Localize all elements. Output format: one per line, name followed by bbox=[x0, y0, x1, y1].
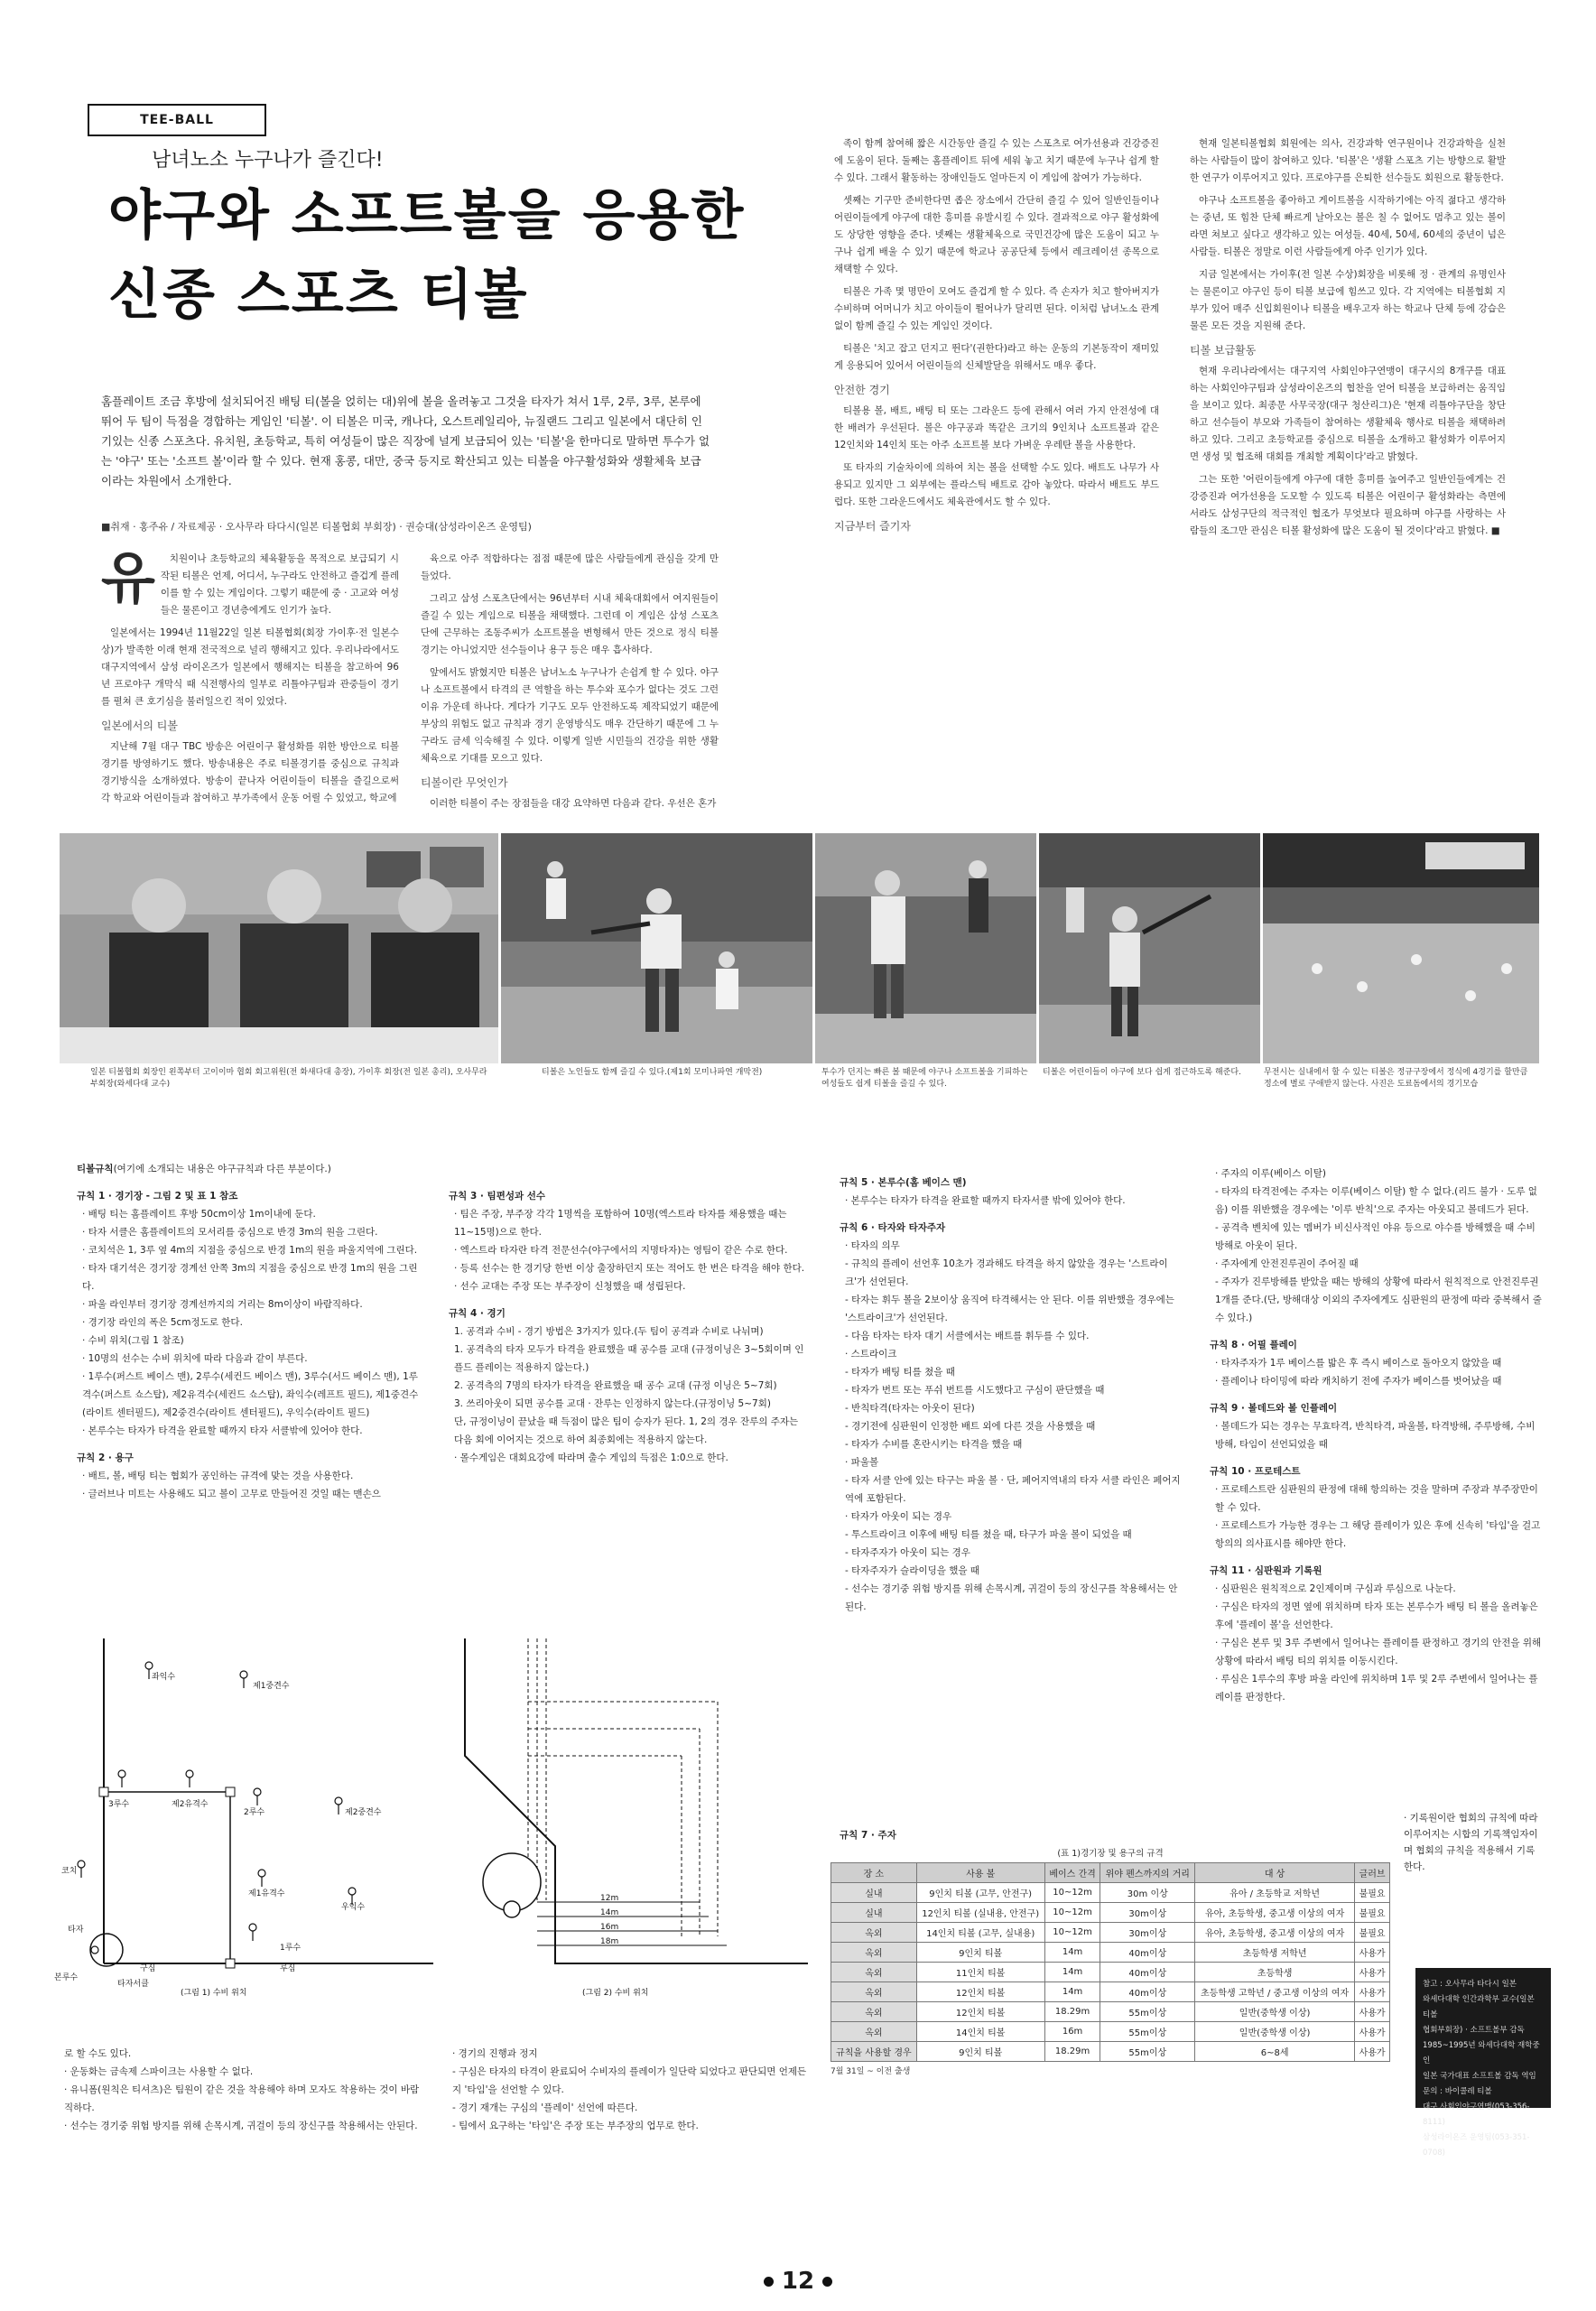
photo-officials-image bbox=[60, 833, 498, 1063]
table-row bbox=[831, 2002, 1390, 2022]
table-cell: 유아 / 초등학교 저학년 bbox=[1195, 1883, 1355, 1903]
photo-woman-batting-image bbox=[815, 833, 1036, 1063]
table-header: 사용 볼 bbox=[916, 1863, 1044, 1883]
rule-item: · 운동화는 금속제 스파이크는 사용할 수 없다. bbox=[64, 2066, 254, 2077]
rule-item: · 본루수는 타자가 타격을 완료할 때까지 타자 서클밖에 있어야 한다. bbox=[82, 1425, 363, 1436]
rule-item: · 구심은 타자의 정면 옆에 위치하며 타자 또는 본루수가 배팅 티 볼을 올려놓은 후에 '플레이 볼'을 선언한다. bbox=[1215, 1601, 1538, 1630]
rule-item: · 타자의 의무 bbox=[845, 1240, 900, 1251]
table-cell: 14m bbox=[1044, 1982, 1100, 2002]
rules-column-1-tail bbox=[59, 2045, 420, 2135]
table-cell: 18.29m bbox=[1044, 2042, 1100, 2062]
table-row bbox=[831, 1883, 1390, 1903]
rule-heading: 규칙 3 · 팀편성과 선수 bbox=[449, 1191, 546, 1202]
table-cell: 40m이상 bbox=[1100, 1982, 1195, 2002]
table-cell: 55m이상 bbox=[1100, 2042, 1195, 2062]
lead-paragraph: 홈플레이트 조금 후방에 설치되어진 배팅 티(볼을 얹히는 대)위에 볼을 올려놓고 그것을 타자가 쳐서 1루, 2루, 3루, 본루에 뛰어 두 팀이 득점을 경합하는 게임인 '티볼'. 이 티볼은 미국, 캐나다, 오스트레일리아, 뉴질랜드 그리고 일본에서 대단히 인기있는 신종 스포츠다. 유치원, 초등학교, 특히 여성들이 많은 직장에 널게 보급되어 있는 '티볼'을 한마디로 말하면 투수가 없는 '야구' 또는 '소프트 볼'이라 할 수 있다. 현재 홍콩, 대만, 중국 등지로 확산되고 있는 티볼을 야구활성화와 생활체육 보급이라는 차원에서 소개한다. bbox=[101, 394, 710, 487]
table-cell: 9인치 티볼 (고무, 안전구) bbox=[916, 1883, 1044, 1903]
rule-heading: 규칙 11 · 심판원과 기록원 bbox=[1210, 1565, 1322, 1576]
rule-item: · 유니폼(원칙은 티셔츠)은 팀원이 같은 것을 착용해야 하며 모자도 착용하는 것이 바람직하다. bbox=[64, 2084, 420, 2113]
figure-2-caption: (그림 2) 수비 위치 bbox=[582, 1989, 649, 1998]
table-1 bbox=[830, 1846, 1390, 2076]
table-cell: 유아, 초등학생, 중고생 이상의 여자 bbox=[1195, 1903, 1355, 1923]
rules-column-2 bbox=[449, 1178, 805, 1467]
photo-elderly-batting bbox=[501, 833, 812, 1063]
fig1-label-center-2: 제2중견수 bbox=[345, 1808, 382, 1817]
caption-children: 티볼은 어린이들이 야구에 보다 쉽게 접근하도록 해준다. bbox=[1043, 1068, 1241, 1077]
table-cell: 10~12m bbox=[1044, 1923, 1100, 1943]
fig1-label-coach: 코치 bbox=[61, 1867, 78, 1876]
fig1-label-home-base-man: 본루수 bbox=[54, 1973, 79, 1982]
bullet-dot-icon bbox=[822, 2277, 832, 2287]
spec-table bbox=[830, 1862, 1390, 2062]
table-row bbox=[831, 1923, 1390, 1943]
table-cell: 12인치 티볼 bbox=[916, 1982, 1044, 2002]
paragraph: 또 타자의 기술차이에 의하여 치는 볼을 선택할 수도 있다. 배트도 나무가 사용되고 있지만 그 외부에는 플라스틱 배트로 감아 놓았다. 따라서 배트도 부드럽다. 또한 그라운드에서도 체육관에서도 할 수 있다. bbox=[834, 462, 1159, 507]
figure-2-field-dimensions bbox=[447, 1638, 808, 2000]
table-row bbox=[831, 2042, 1390, 2062]
fig2-distance-18m: 18m bbox=[600, 1937, 619, 1946]
table-cell: 사용가 bbox=[1355, 2042, 1390, 2062]
rule-item: · 10명의 선수는 수비 위치에 따라 다음과 같이 부른다. bbox=[82, 1353, 308, 1364]
rule-item: · 주자의 이루(베이스 이탈) bbox=[1215, 1168, 1326, 1179]
fig1-label-1b: 1루수 bbox=[280, 1944, 302, 1953]
rule-item: · 플레이나 타이밍에 따라 캐치하기 전에 주자가 베이스를 벗어났을 때 bbox=[1215, 1376, 1502, 1387]
rule-item: - 반칙타격(타자는 아웃이 된다) bbox=[845, 1403, 975, 1414]
table-cell: 유아, 초등학생, 중고생 이상의 여자 bbox=[1195, 1923, 1355, 1943]
paragraph: 그는 또한 '어린이들에게 야구에 대한 흥미를 높여주고 일반인들에게는 건강증진과 여가선용을 도모할 수 있도록 티볼은 어린이구 활성화라는 측면에서라도 삼성구단의 적극적인 협조가 무엇보다 필요하며 야구를 사랑하는 사람들의 조그만 관심은 티볼 활성화에 많은 도움이 될 것이다'라고 밝혔다. ■ bbox=[1190, 474, 1506, 536]
table-cell: 55m이상 bbox=[1100, 2002, 1195, 2022]
rule-item: · 프로테스트란 심판원의 판정에 대해 항의하는 것을 말하며 주장과 부주장만이 할 수 있다. bbox=[1215, 1484, 1538, 1513]
rule-item: · 스트라이크 bbox=[845, 1349, 897, 1360]
rule-item: · 배팅 티는 홈플레이트 후방 50cm이상 1m이내에 둔다. bbox=[82, 1209, 316, 1220]
table-cell: 옥외 bbox=[831, 1982, 917, 2002]
table-cell: 14m bbox=[1044, 1943, 1100, 1963]
table-cell: 40m이상 bbox=[1100, 1943, 1195, 1963]
paragraph: 현재 우리나라에서는 대구지역 사회인야구연맹이 대구시의 8개구를 대표하는 사회인야구팀과 삼성라이온즈의 협찬을 얻어 티볼을 보급하려는 움직임을 보이고 있다. 최종문 사무국장(대구 청산리그)은 '현재 리틀야구단을 창단하고 선수들이 부모와 가족들이 참여하는 생활체육 행사로 티볼을 채택하려 하고 있다. 그리고 초등학교를 중심으로 티볼을 소개하고 활성화가 이루어지면 생성 및 협조해 대회를 개최할 계획이다'라고 밝혔다. bbox=[1190, 366, 1506, 462]
rule-heading: 규칙 1 · 경기장 - 그림 2 및 표 1 참조 bbox=[77, 1191, 238, 1202]
photo-officials bbox=[60, 833, 498, 1063]
photo-elderly-batting-image bbox=[501, 833, 812, 1063]
rule-item: · 선수는 경기중 위험 방지를 위해 손목시계, 귀걸이 등의 장신구를 착용해서는 안된다. bbox=[64, 2121, 418, 2131]
table-cell: 불필요 bbox=[1355, 1903, 1390, 1923]
rule-item: · 루심은 1루수의 후방 파울 라인에 위치하며 1루 및 2루 주변에서 일어나는 플레이를 판정한다. bbox=[1215, 1674, 1538, 1703]
photo-woman-batting bbox=[815, 833, 1036, 1063]
figure-1-caption: (그림 1) 수비 위치 bbox=[181, 1989, 247, 1998]
rule-item: 1. 공격과 수비 - 경기 방법은 3가지가 있다.(두 팀이 공격과 수비로 나뉘며) bbox=[454, 1326, 764, 1337]
rule-item: 로 할 수도 있다. bbox=[64, 2048, 132, 2059]
rule-item: - 주자가 진루방해를 받았을 때는 방해의 상황에 따라서 원칙적으로 안전진루권 1개를 준다.(단, 방해대상 이외의 주자에게도 심판원의 판정에 따라 중복해서 줄 수 있다.) bbox=[1215, 1276, 1542, 1323]
table-cell: 14m bbox=[1044, 1963, 1100, 1982]
paragraph: 지금 일본에서는 가이후(전 일본 수상)회장을 비롯해 정 · 관계의 유명인사는 물론이고 야구인 등이 티볼 보급에 힘쓰고 있다. 각 지역에는 티볼협회 지부가 있어 매주 신입회원이나 티볼을 배우고자 하는 학교나 단체 등에 강습은 물론 모든 것을 지원해 준다. bbox=[1190, 269, 1506, 331]
table-header: 글러브 bbox=[1355, 1863, 1390, 1883]
table-header: 장 소 bbox=[831, 1863, 917, 1883]
caption-dome: 무전시는 실내에서 할 수 있는 티볼은 정규구장에서 정식에 4경기를 할만큼 정소에 별로 구애받지 않는다. 사진은 도료돔에서의 경기모습 bbox=[1264, 1068, 1528, 1089]
rule-item: - 타자주자가 아웃이 되는 경우 bbox=[845, 1547, 970, 1558]
rule-heading: 규칙 4 · 경기 bbox=[449, 1308, 506, 1319]
article-column-2 bbox=[421, 551, 719, 821]
paragraph: 일본에서는 1994년 11월22일 일본 티볼협회(회장 가이후·전 일본수상)가 발족한 이래 현재 전국적으로 널리 행해지고 있다. 우리나라에서도 대구지역에서 삼성 라이온즈가 일본에서 행해지는 티볼을 참고하여 96년 프로야구 개막식 때 식전행사의 일부로 리틀야구팀과 관중들이 경기를 펼쳐 큰 호기심을 불러일으킨 적이 있었다. bbox=[101, 627, 399, 707]
paragraph: 현재 일본티볼협회 회원에는 의사, 건강과학 연구원이나 건강과학을 실천하는 사람들이 많이 참여하고 있다. '티볼'은 '생활 스포츠 기는 방향으로 활발한 연구가 이루어지고 있다. 프로야구를 은퇴한 선수들도 회원으로 활동한다. bbox=[1190, 138, 1506, 183]
reference-line: 1985~1995년 와세다대학 재학중인 bbox=[1423, 2041, 1540, 2065]
rule-item: · 프로테스트가 가능한 경우는 그 해당 플레이가 있은 후에 신속히 '타임'을 걸고 항의의 의사표시를 해야만 한다. bbox=[1215, 1520, 1541, 1549]
table-cell: 30m이상 bbox=[1100, 1903, 1195, 1923]
table-row bbox=[831, 1903, 1390, 1923]
subheading: 일본에서의 티볼 bbox=[101, 719, 178, 732]
rules-column-2-tail bbox=[447, 2045, 808, 2135]
rule-item: 1. 공격측의 타자 모두가 타격을 완료했을 때 공수를 교대 (규정이닝은 3~5회이며 인플드 플레이는 적용하지 않는다.) bbox=[454, 1344, 804, 1373]
fig1-label-batter-circle: 타자서클 bbox=[117, 1980, 149, 1989]
table-cell: 옥외 bbox=[831, 2002, 917, 2022]
rule-item: - 선수는 경기중 위험 방지를 위해 손목시계, 귀걸이 등의 장신구를 착용해서는 안된다. bbox=[845, 1583, 1178, 1612]
rules-column-3 bbox=[840, 1165, 1183, 1814]
rule-heading: 규칙 2 · 용구 bbox=[77, 1452, 134, 1463]
rule-item: · 타자주자가 1루 베이스를 밟은 후 즉시 베이스로 돌아오지 않았을 때 bbox=[1215, 1358, 1502, 1369]
rule-item: 3. 쓰리아웃이 되면 공수를 교대 · 잔루는 인정하지 않는다.(규정이닝 5~7회) bbox=[454, 1398, 771, 1409]
fig2-distance-14m: 14m bbox=[600, 1908, 619, 1917]
table-cell: 옥외 bbox=[831, 2022, 917, 2042]
rule-item: - 타자의 타격전에는 주자는 이루(베이스 이탈) 할 수 없다.(리드 불가 · 도루 없음) 이를 위반했을 경우에는 '이루 반칙'으로 주자는 아웃되고 볼데드가 된다. bbox=[1215, 1186, 1537, 1215]
fig2-distance-16m: 16m bbox=[600, 1923, 619, 1932]
paragraph: 족이 함께 참여해 짧은 시간동안 즐길 수 있는 스포츠로 여가선용과 건강증진에 도움이 된다. 둘째는 홈플레이트 뒤에 세워 놓고 치기 때문에 누구나 쉽게 할 수 있다. 그래서 활동하는 장애인들도 얼마든지 이 게임에 참여가 가능하다. bbox=[834, 138, 1159, 183]
rules-column-4 bbox=[1210, 1165, 1544, 1706]
reference-box bbox=[1415, 1968, 1551, 2158]
rule-item: · 팀은 주장, 부주장 각각 1명씩을 포함하여 10명(엑스트라 타자를 채용했을 때는 11~15명)으로 한다. bbox=[454, 1209, 787, 1238]
table-header: 대 상 bbox=[1195, 1863, 1355, 1883]
table-cell: 30m 이상 bbox=[1100, 1883, 1195, 1903]
rule-item: · 타자 대기석은 경기장 경계선 안쪽 3m의 지점을 중심으로 반경 1m의 원을 그린다. bbox=[82, 1263, 418, 1292]
dropcap: 유 bbox=[101, 551, 155, 611]
rule-item: 단, 규정이닝이 끝났을 때 득점이 많은 팀이 승자가 된다. 1, 2의 경우 잔루의 주자는 다음 회에 이어지는 것으로 하여 최종회에는 적용하지 않는다. bbox=[454, 1416, 799, 1445]
rule-item: · 심판원은 원칙적으로 2인제이며 구심과 루심으로 나눈다. bbox=[1215, 1583, 1456, 1594]
fig1-label-2b: 2루수 bbox=[244, 1808, 265, 1817]
fig1-label-right-field: 우익수 bbox=[341, 1903, 366, 1912]
reference-box-text bbox=[1423, 1977, 1544, 2161]
table-footnote: 7월 31일 ~ 이전 출생 bbox=[830, 2067, 911, 2076]
subheading: 지금부터 즐기자 bbox=[834, 520, 911, 533]
fig1-label-center-1: 제1중견수 bbox=[253, 1682, 290, 1691]
rule-item: - 타자가 번트 또는 푸쉬 번트를 시도했다고 구심이 판단했을 때 bbox=[845, 1385, 1105, 1396]
rule-heading: 규칙 6 · 타자와 타자주자 bbox=[840, 1222, 946, 1233]
photo-child-batting-image bbox=[1039, 833, 1260, 1063]
article-column-4 bbox=[1190, 135, 1506, 808]
paragraph: 그리고 삼성 스포츠단에서는 96년부터 시내 체육대회에서 여지원들이 즐길 수 있는 게임으로 티볼을 채택했다. 그런데 이 게임은 삼성 스포츠단에 근무하는 조동주씨가 소프트볼을 변형해서 만든 것으로 정식 티볼경기는 아니었지만 선수들이나 용구 등은 매우 흡사하다. bbox=[421, 593, 719, 655]
table-cell: 실내 bbox=[831, 1903, 917, 1923]
rule-item: · 볼데드가 되는 경우는 무효타격, 반칙타격, 파울볼, 타격방해, 주루방해, 수비방해, 타임이 선언되었을 때 bbox=[1215, 1421, 1536, 1450]
kicker: 남녀노소 누구나가 즐긴다! bbox=[152, 149, 384, 172]
rule-item: - 투스트라이크 이후에 배팅 티를 쳤을 때, 타구가 파울 볼이 되었을 때 bbox=[845, 1529, 1132, 1540]
headline-line1: 야구와 소프트볼을 응용한 bbox=[108, 184, 746, 247]
table-cell: 55m이상 bbox=[1100, 2022, 1195, 2042]
rule-7-heading-wrap bbox=[840, 1826, 1020, 1844]
rule-item: - 규칙의 플레이 선언후 10초가 경과해도 타격을 하지 않았을 경우는 '스트라이크'가 선언된다. bbox=[845, 1258, 1168, 1287]
subheading: 티볼이란 무엇인가 bbox=[421, 776, 508, 789]
fig1-label-umpire: 구심 bbox=[140, 1964, 156, 1973]
rule-item: · 파울 라인부터 경기장 경계선까지의 거리는 8m이상이 바람직하다. bbox=[82, 1299, 363, 1310]
paragraph: 육으로 아주 적합하다는 점점 때문에 많은 사람들에게 관심을 갖게 만들었다. bbox=[421, 553, 719, 581]
paragraph: 지난해 7월 대구 TBC 방송은 어린이구 활성화를 위한 방안으로 티볼경기를 방영하기도 했다. 방송내용은 주로 티볼경기를 중심으로 규칙과 경기방식을 소개하였다. 방송이 끝나자 어린이들이 티볼을 즐길으로써 각 학교와 어린이들과 참여하고 부가족에서 운동 어릴 수 있었고, 학교에 bbox=[101, 741, 399, 803]
rule-item: - 경기전에 심판원이 인정한 배트 외에 다른 것을 사용했을 때 bbox=[845, 1421, 1096, 1432]
table-row bbox=[831, 1943, 1390, 1963]
table-cell: 10~12m bbox=[1044, 1903, 1100, 1923]
recorder-note: · 기록원이란 협회의 규칙에 따라 이루어지는 시합의 기록책임자이며 협회의 규칙을 적용해서 기록한다. bbox=[1404, 1813, 1538, 1872]
rule-item: - 타자주자가 슬라이딩을 했을 때 bbox=[845, 1565, 979, 1576]
rule-item: · 경기장 라인의 폭은 5cm정도로 한다. bbox=[82, 1317, 243, 1328]
reference-line: 참고 : 오사무라 타다시 일본 bbox=[1423, 1980, 1517, 1989]
fig1-label-base-umpire: 루심 bbox=[280, 1964, 296, 1973]
bullet-dot-icon bbox=[764, 2277, 774, 2287]
fig1-label-3b: 3루수 bbox=[108, 1800, 130, 1809]
table-cell: 일반(중학생 이상) bbox=[1195, 2002, 1355, 2022]
reference-line: 대구 사회인야구연맹(053-356-8111) bbox=[1423, 2102, 1530, 2127]
byline: ■취재 · 홍주유 / 자료제공 · 오사무라 타다시(일본 티볼협회 부회장) · 권승대(삼성라이온즈 운영팀) bbox=[101, 521, 532, 533]
table-cell: 규칙을 사용할 경우 bbox=[831, 2042, 917, 2062]
rule-item: · 선수 교대는 주장 또는 부주장이 신청했을 때 성립된다. bbox=[454, 1281, 686, 1292]
table-row bbox=[831, 2022, 1390, 2042]
caption-elderly: 티볼은 노인들도 함께 즐길 수 있다.(제1회 모미나파연 개막전) bbox=[542, 1068, 763, 1077]
rule-item: - 타자가 수비를 혼란시키는 타격을 했을 때 bbox=[845, 1439, 1023, 1450]
rule-heading: 규칙 5 · 본루수(홈 베이스 맨) bbox=[840, 1177, 967, 1188]
subheading: 티볼 보급활동 bbox=[1190, 344, 1257, 357]
photo-child-batting bbox=[1039, 833, 1260, 1063]
paragraph: 티볼용 볼, 배트, 배팅 티 또는 그라운드 등에 관해서 여러 가지 안전성에 대한 배려가 우선된다. 볼은 야구공과 똑같은 크기의 9인치나 소프트볼과 같은 12인치와 14인치 또는 아주 소프트볼 보다 가벼운 우레탄 볼을 사용한다. bbox=[834, 405, 1159, 450]
rule-item: - 타자 서클 안에 있는 타구는 파울 볼 · 단, 페어지역내의 타자 서클 라인은 페어지역에 포함된다. bbox=[845, 1475, 1181, 1504]
rule-item: · 주자에게 안전진루권이 주어질 때 bbox=[1215, 1258, 1359, 1269]
table-cell: 6~8세 bbox=[1195, 2042, 1355, 2062]
caption-women: 투수가 던지는 빠른 볼 때문에 야구나 소프트볼을 기피하는 여성들도 쉽게 티볼을 즐길 수 있다. bbox=[821, 1068, 1028, 1089]
table-cell: 18.29m bbox=[1044, 2002, 1100, 2022]
table-cell: 불필요 bbox=[1355, 1923, 1390, 1943]
page-number: 12 bbox=[781, 2268, 815, 2295]
table-cell: 초등학생 저학년 bbox=[1195, 1943, 1355, 1963]
table-cell: 옥외 bbox=[831, 1963, 917, 1982]
table-cell: 사용가 bbox=[1355, 2022, 1390, 2042]
reference-line: 협회부회장) · 소프트볼부 감독 bbox=[1423, 2026, 1525, 2035]
table-cell: 사용가 bbox=[1355, 1982, 1390, 2002]
figure-1-defense-positions bbox=[54, 1638, 433, 2000]
paragraph: 앞에서도 밝혔지만 티볼은 남녀노소 누구나가 손쉽게 할 수 있다. 야구나 소프트볼에서 타격의 큰 역할을 하는 투수와 포수가 없다는 것도 그런 이유 가운데 하나다. 게다가 기구도 모두 안전하도록 제작되었기 때문에 부상의 위험도 없고 규칙과 경기 운영방식도 매우 간단하기 때문에 그 누구라도 금세 익숙해질 수 있다. 이렇게 일반 시민들의 건강을 위한 생활체육으로 기대를 모으고 있다. bbox=[421, 667, 719, 764]
rule-heading: 규칙 8 · 어필 플레이 bbox=[1210, 1340, 1297, 1350]
rule-item: - 타자가 배팅 티를 쳤을 때 bbox=[845, 1367, 955, 1378]
table-cell: 30m이상 bbox=[1100, 1923, 1195, 1943]
rule-item: 2. 공격측의 7명의 타자가 타격을 완료했을 때 공수 교대 (규정 이닝은 5~7회) bbox=[454, 1380, 777, 1391]
table-cell: 16m bbox=[1044, 2022, 1100, 2042]
table-cell: 사용가 bbox=[1355, 1943, 1390, 1963]
photo-tokyo-dome bbox=[1263, 833, 1539, 1063]
table-row bbox=[831, 1963, 1390, 1982]
rules-title: 티볼규칙 bbox=[77, 1164, 114, 1174]
rule-item: · 엑스트라 타자란 타격 전문선수(야구에서의 지명타자)는 영팀이 같은 수로 한다. bbox=[454, 1245, 788, 1256]
table-header: 베이스 간격 bbox=[1044, 1863, 1100, 1883]
table-title: (표 1)경기장 및 용구의 규격 bbox=[1057, 1849, 1164, 1859]
section-tag: TEE-BALL bbox=[88, 104, 266, 136]
table-cell: 10~12m bbox=[1044, 1883, 1100, 1903]
table-cell: 9인치 티볼 bbox=[916, 2042, 1044, 2062]
rule-item: · 몰수게임은 대회요강에 따라며 출수 게임의 득점은 1:0으로 한다. bbox=[454, 1452, 728, 1463]
rule-item: · 파울볼 bbox=[845, 1457, 879, 1468]
rule-heading: 규칙 7 · 주자 bbox=[840, 1830, 896, 1841]
caption-officials: 일본 티볼협회 회장인 왼쪽부터 고이이마 협회 회고위원(전 화새다대 총장), 가이후 회장(전 일본 총리), 오사무라 부회장(와세다대 교수) bbox=[90, 1068, 487, 1089]
rule-item: · 타자 서클은 홈플레이트의 모서리를 중심으로 반경 3m의 원을 그린다. bbox=[82, 1227, 378, 1238]
table-row bbox=[831, 1982, 1390, 2002]
rule-item: - 다음 타자는 타자 대기 서클에서는 배트를 휘두를 수 있다. bbox=[845, 1331, 1090, 1341]
article-column-3 bbox=[834, 135, 1159, 808]
subheading: 안전한 경기 bbox=[834, 384, 890, 396]
reference-line: 일본 국가대표 소프트볼 감독 역임 bbox=[1423, 2072, 1536, 2081]
article-column-1 bbox=[101, 551, 399, 821]
fig2-distance-12m: 12m bbox=[600, 1894, 619, 1903]
rule-heading: 규칙 10 · 프로테스트 bbox=[1210, 1466, 1301, 1477]
table-cell: 9인치 티볼 bbox=[916, 1943, 1044, 1963]
reference-line: 삼성라이온즈 운영팀(053-351-0708) bbox=[1423, 2133, 1530, 2158]
rule-item: · 경기의 진행과 정지 bbox=[452, 2048, 538, 2059]
paragraph: 티볼은 '치고 잡고 던지고 뛴다'(권한다)라고 하는 운동의 기본동작이 재미있게 응용되어 있어서 어린이들의 신체발달을 위해서도 매우 좋다. bbox=[834, 343, 1159, 371]
fig1-label-ss-2: 제2유격수 bbox=[172, 1800, 209, 1809]
paragraph: 이러한 티볼이 주는 장점들을 대강 요약하면 다음과 같다. 우선은 혼가 bbox=[430, 798, 717, 809]
reference-line: 문의 : 바이콜레 티볼 bbox=[1423, 2087, 1492, 2096]
rule-item: · 코치석은 1, 3루 옆 4m의 지점을 중심으로 반경 1m의 원을 파울지역에 그린다. bbox=[82, 1245, 418, 1256]
rule-item: · 본루수는 타자가 타격을 완료할 때까지 타자서클 밖에 있어야 한다. bbox=[845, 1195, 1126, 1206]
table-cell: 14인치 티볼 (고무, 실내용) bbox=[916, 1923, 1044, 1943]
table-cell: 12인치 티볼 bbox=[916, 2002, 1044, 2022]
photo-tokyo-dome-image bbox=[1263, 833, 1539, 1063]
fig1-label-left-field: 좌익수 bbox=[152, 1673, 176, 1682]
reference-line: 와세다대학 인간과학부 교수(일본 티볼 bbox=[1423, 1995, 1535, 2019]
table-cell: 초등학생 bbox=[1195, 1963, 1355, 1982]
paragraph: 셋째는 기구만 준비한다면 좁은 장소에서 간단히 즐길 수 있어 일반인들이나 어린이들에게 야구에 대한 흥미를 유발시킬 수 있다. 결과적으로 야구 활성화에도 상당한 영향을 준다. 넷째는 생활체육으로 국민건강에 많은 도움이 되고 누구나 쉽게 배울 수 있기 때문에 학교나 공공단체 등에서 레크레이션 종목으로 채택할 수 있다. bbox=[834, 195, 1159, 274]
page-number-block bbox=[742, 2268, 854, 2295]
table-cell: 일반(중학생 이상) bbox=[1195, 2022, 1355, 2042]
table-cell: 14인치 티볼 bbox=[916, 2022, 1044, 2042]
rule-item: · 1루수(퍼스트 베이스 맨), 2루수(세컨드 베이스 맨), 3루수(서드 베이스 맨), 1루격수(퍼스트 쇼스탑), 제2유격수(세컨드 쇼스탑), 좌익수(레프트 필드), 제1중견수(라이트 센터필드), 제2중견수(라이트 센터필드), 우익수(라이트 필드) bbox=[82, 1371, 419, 1418]
table-cell: 11인치 티볼 bbox=[916, 1963, 1044, 1982]
rule-item: · 등록 선수는 한 경기당 한번 이상 출장하던지 또는 적어도 한 번은 타격을 해야 한다. bbox=[454, 1263, 805, 1274]
table-cell: 12인치 티볼 (실내용, 안전구) bbox=[916, 1903, 1044, 1923]
table-cell: 불필요 bbox=[1355, 1883, 1390, 1903]
table-cell: 사용가 bbox=[1355, 2002, 1390, 2022]
paragraph: 치원이나 초등학교의 체육활동을 목적으로 보급되기 시작된 티볼은 언제, 어디서, 누구라도 안전하고 즐겁게 플레이를 할 수 있는 게임이다. 그렇기 때문에 중 · 고교와 여성들은 물론이고 경년층에게도 인기가 높다. bbox=[160, 553, 399, 616]
table-cell: 실내 bbox=[831, 1883, 917, 1903]
rule-item: · 타자가 아웃이 되는 경우 bbox=[845, 1511, 952, 1522]
rule-item: - 공격측 벤치에 있는 멤버가 비신사적인 야유 등으로 야수를 방해했을 때 수비방해로 아웃이 된다. bbox=[1215, 1222, 1536, 1251]
rule-item: - 구심은 타자의 타격이 완료되어 수비자의 플레이가 일단락 되었다고 판단되면 언제든지 '타임'을 선언할 수 있다. bbox=[452, 2066, 807, 2095]
rule-item: · 수비 위치(그림 1 참조) bbox=[82, 1335, 184, 1346]
table-cell: 옥외 bbox=[831, 1943, 917, 1963]
fig1-label-batter: 타자 bbox=[68, 1926, 84, 1935]
rule-item: · 구심은 본루 및 3루 주변에서 일어나는 플레이를 판정하고 경기의 안전을 위해 상황에 따라서 배팅 티의 위치를 이동시킨다. bbox=[1215, 1638, 1542, 1666]
table-cell: 40m이상 bbox=[1100, 1963, 1195, 1982]
table-header: 위야 펜스까지의 거리 bbox=[1100, 1863, 1195, 1883]
rule-item: - 경기 재개는 구심의 '플레이' 선언에 따른다. bbox=[452, 2102, 638, 2113]
paragraph: 야구나 소프트볼을 좋아하고 게이트볼을 시작하기에는 아직 젊다고 생각하는 중년, 또 힘찬 단체 빠르게 날아오는 볼은 칠 수 없어도 멈추고 있는 볼이라면 쳐보고 싶다고 생각하고 있는 여성들. 40세, 50세, 60세의 중년이 넘은 사람들. 티볼은 정말로 이런 사람들에게 아주 인기가 있다. bbox=[1190, 195, 1506, 257]
rules-title-note: (여기에 소개되는 내용은 야구규칙과 다른 부분이다.) bbox=[113, 1164, 331, 1174]
rule-item: - 타자는 휘두 볼을 2보이상 움직여 타격해서는 안 된다. 이를 위반했을 경우에는 '스트라이크'가 선언된다. bbox=[845, 1295, 1174, 1323]
table-cell: 사용가 bbox=[1355, 1963, 1390, 1982]
table-cell: 옥외 bbox=[831, 1923, 917, 1943]
rule-item: - 팀에서 요구하는 '타임'은 주장 또는 부주장의 업무로 한다. bbox=[452, 2121, 699, 2131]
table-cell: 초등학생 고학년 / 중고생 이상의 여자 bbox=[1195, 1982, 1355, 2002]
rule-heading: 규칙 9 · 볼데드와 볼 인플레이 bbox=[1210, 1403, 1338, 1414]
table-body bbox=[831, 1883, 1390, 2062]
rule-item: · 글러브나 미트는 사용해도 되고 볼이 고무로 만들어진 것일 때는 맨손으 bbox=[82, 1489, 381, 1499]
fig1-label-ss-1: 제1유격수 bbox=[248, 1889, 285, 1898]
rules-column-1 bbox=[77, 1160, 424, 1503]
paragraph: 티볼은 가족 몇 명만이 모여도 즐겁게 할 수 있다. 즉 손자가 치고 할아버지가 수비하며 어머니가 치고 아이들이 뛸어나가 달리면 된다. 이처럼 남녀노소 관계없이 함께 즐길 수 있는 게임인 것이다. bbox=[834, 286, 1159, 331]
headline-line2: 신종 스포츠 티볼 bbox=[108, 264, 529, 327]
rule-item: · 배트, 볼, 배팅 티는 협회가 공인하는 규격에 맞는 것을 사용한다. bbox=[82, 1471, 354, 1481]
